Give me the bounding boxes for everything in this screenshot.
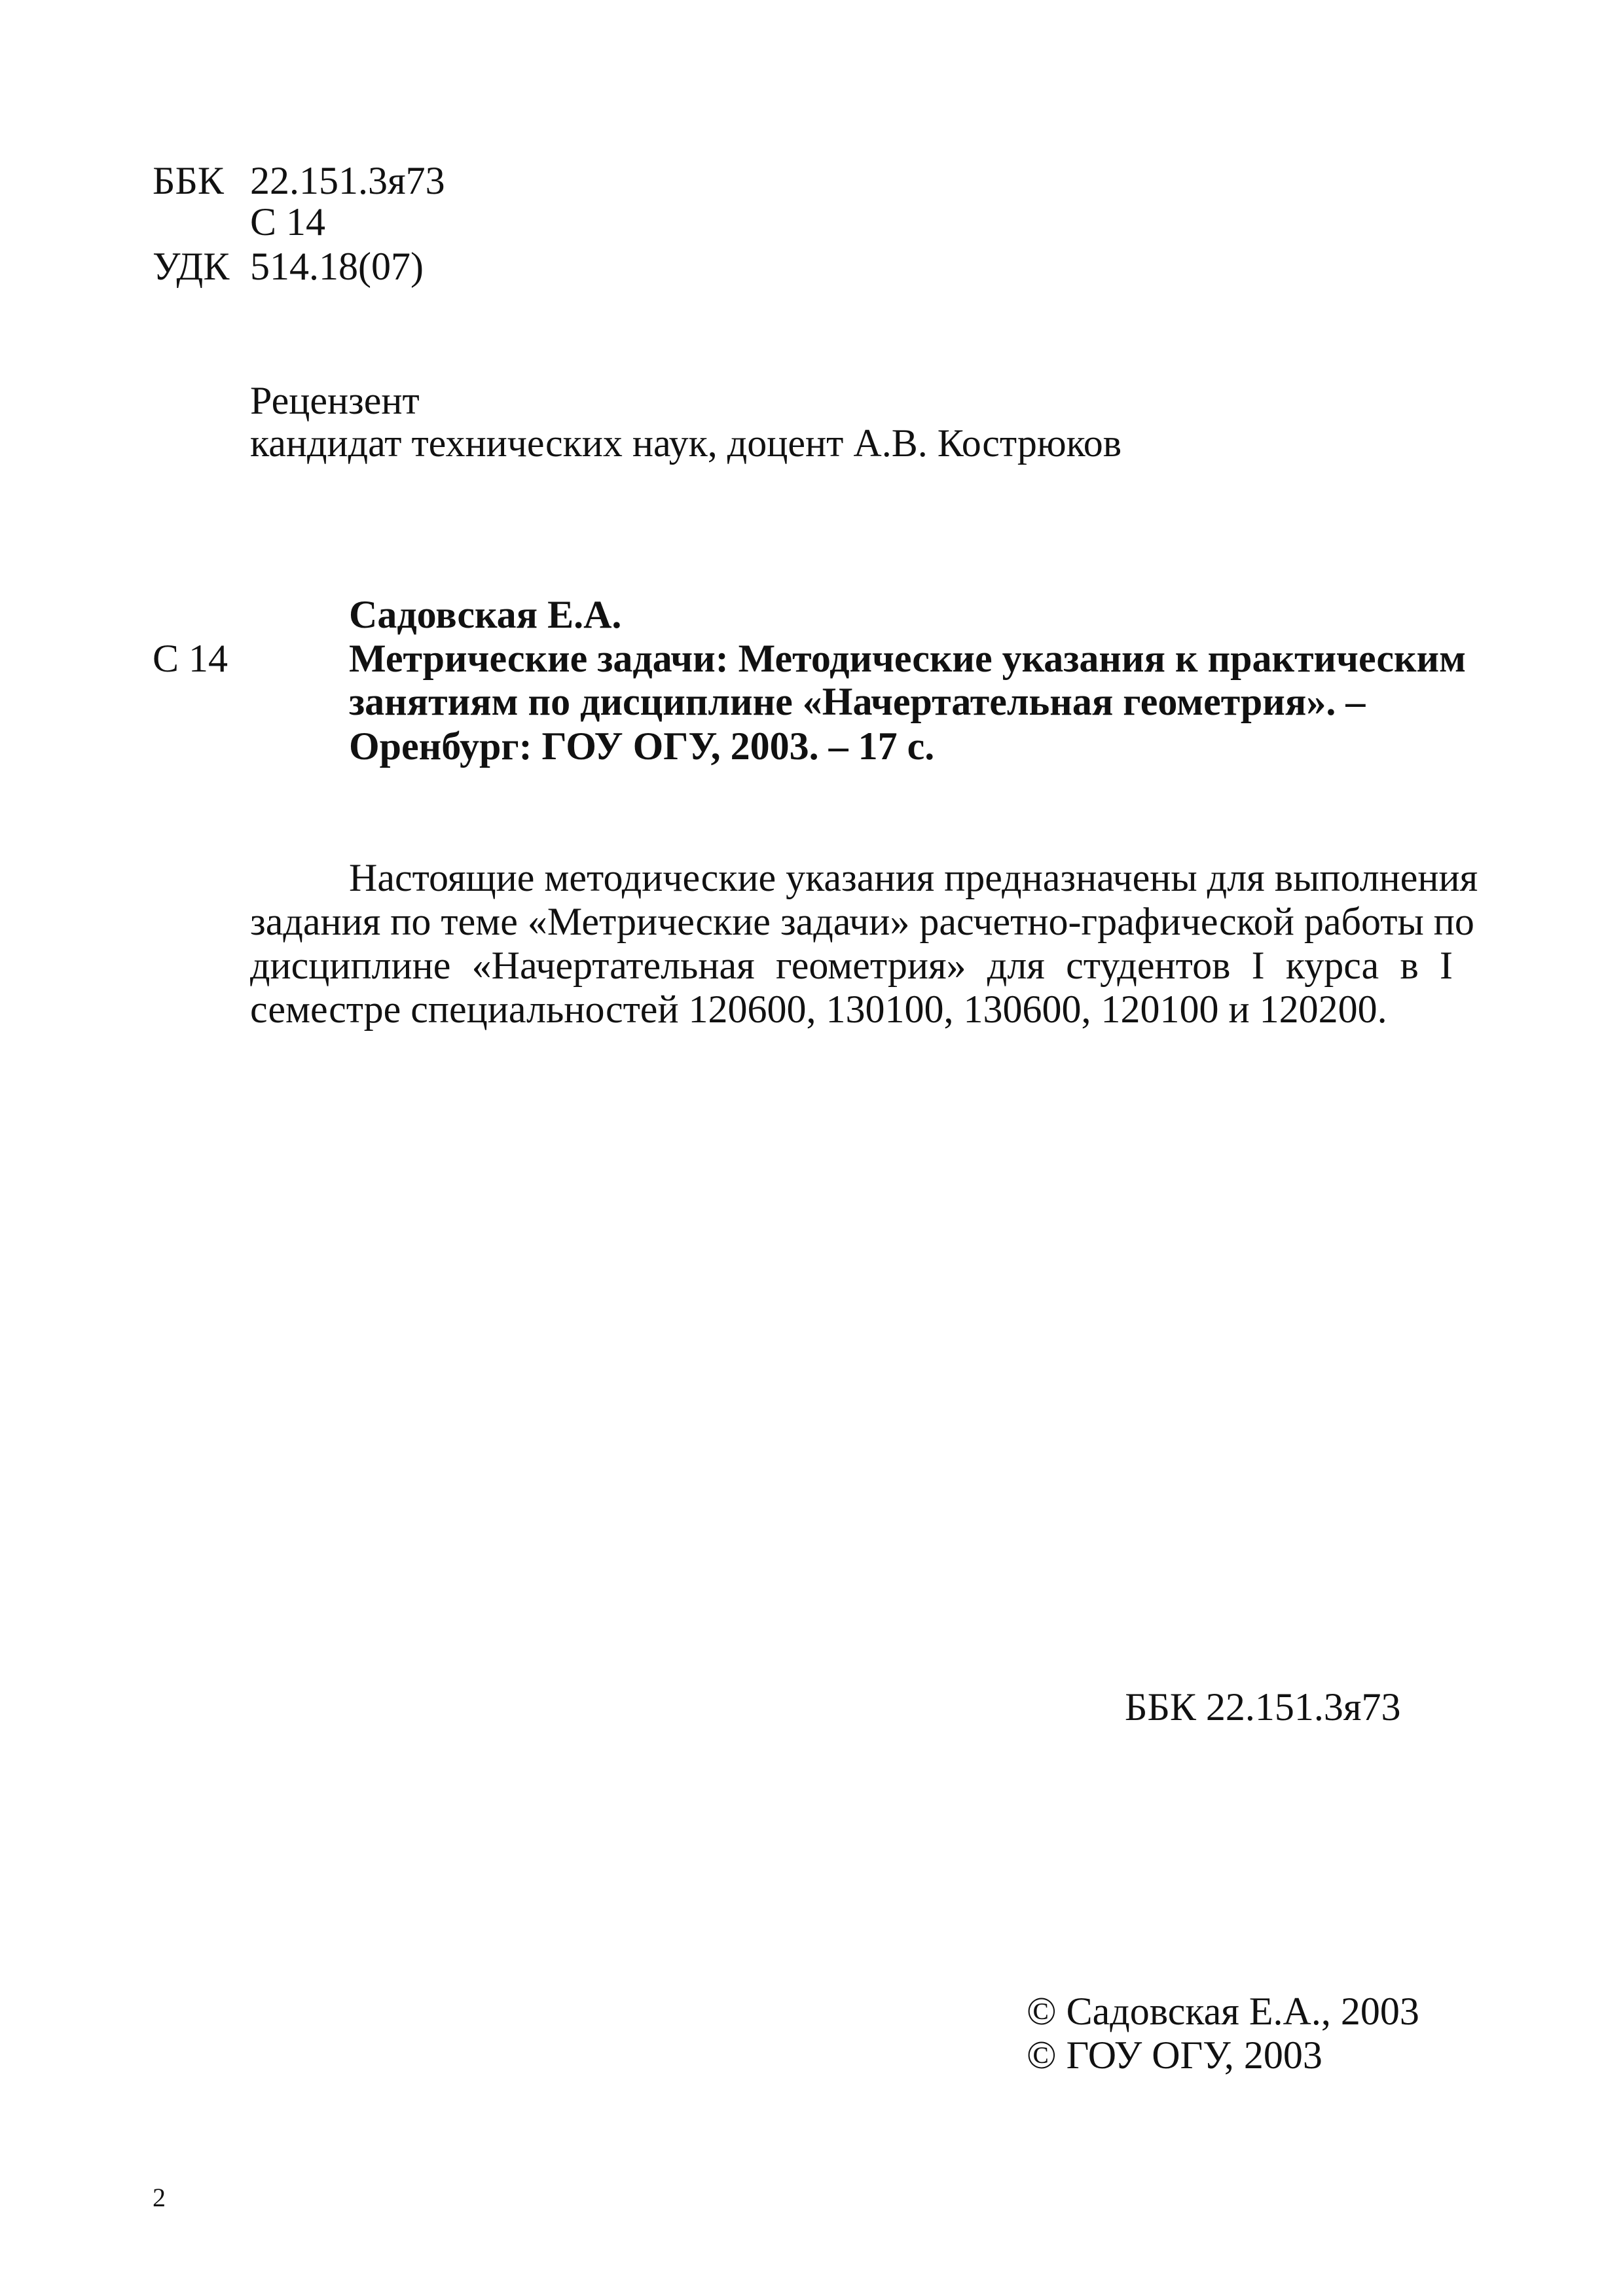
author-mark-classification: С 14 [250,200,326,243]
udk-value: 514.18(07) [250,245,424,288]
annotation-line: дисциплине «Начертательная геометрия» для студентов I курса в I [250,944,1453,987]
annotation-line: Настоящие методические указания предназначены для выполнения [349,856,1478,899]
copyright-author: © Садовская Е.А., 2003 [1027,1990,1419,2033]
reviewer-name: кандидат технических наук, доцент А.В. Кострюков [250,422,1122,465]
annotation-line: задания по теме «Метрические задачи» расчетно-графической работы по [250,900,1474,943]
bbk-bottom: ББК 22.151.3я73 [1125,1685,1401,1729]
bbk-label: ББК [153,159,224,202]
entry-author-mark: С 14 [153,637,228,680]
entry-title-line: занятиям по дисциплине «Начертательная геометрия». – [349,680,1366,723]
entry-title-line: Оренбург: ГОУ ОГУ, 2003. – 17 с. [349,725,935,768]
entry-title-line: Метрические задачи: Методические указания к практическим [349,637,1466,680]
entry-author: Садовская Е.А. [349,593,622,636]
annotation-line: семестре специальностей 120600, 130100, 130600, 120100 и 120200. [250,988,1387,1031]
page-number: 2 [153,2183,166,2212]
copyright-publisher: © ГОУ ОГУ, 2003 [1027,2034,1322,2077]
reviewer-title: Рецензент [250,379,420,422]
udk-label: УДК [153,245,230,288]
bbk-value: 22.151.3я73 [250,159,445,202]
